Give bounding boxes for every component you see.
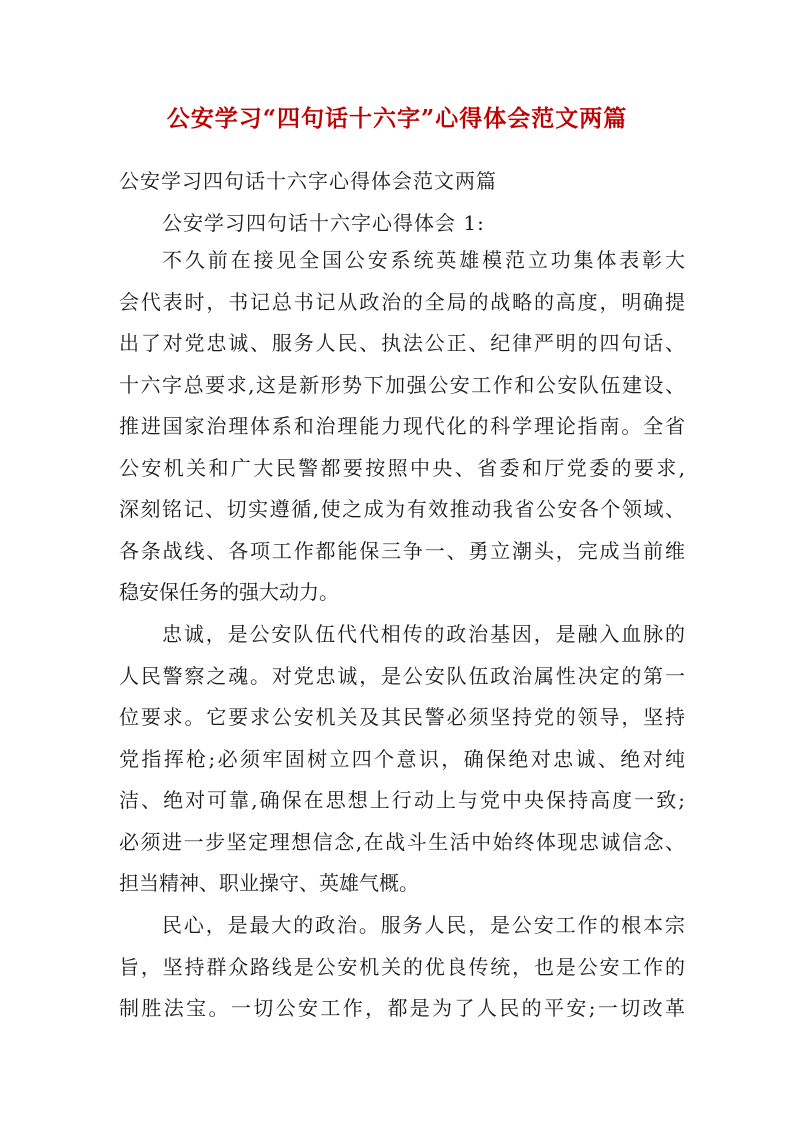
text-line: 党指挥枪;必须牢固树立四个意识，确保绝对忠诚、绝对纯 [119, 746, 685, 771]
text-line: 公安机关和广大民警都要按照中央、省委和厅党委的要求, [119, 455, 685, 480]
text-line: 各条战线、各项工作都能保三争一、勇立潮头，完成当前维 [119, 538, 685, 563]
text-line: 民心，是最大的政治。服务人民，是公安工作的根本宗 [162, 913, 685, 937]
text-line: 担当精神、职业操守、英雄气概。 [119, 871, 419, 895]
text-line: 洁、绝对可靠,确保在思想上行动上与党中央保持高度一致; [119, 788, 685, 812]
document-subtitle: 公安学习四句话十六字心得体会范文两篇 [119, 169, 497, 193]
paragraph [119, 240, 685, 614]
text-line: 会代表时，书记总书记从政治的全局的战略的高度，明确提 [119, 289, 685, 314]
text-line: 忠诚，是公安队伍代代相传的政治基因，是融入血脉的 [162, 622, 685, 646]
text-line: 出了对党忠诚、服务人民、执法公正、纪律严明的四句话、 [119, 331, 685, 355]
text-line: 旨，坚持群众路线是公安机关的优良传统，也是公安工作的 [119, 954, 685, 979]
text-line: 人民警察之魂。对党忠诚，是公安队伍政治属性决定的第一 [119, 663, 685, 688]
text-line: 推进国家治理体系和治理能力现代化的科学理论指南。全省 [119, 414, 685, 438]
text-line: 位要求。它要求公安机关及其民警必须坚持党的领导，坚持 [119, 705, 685, 729]
text-line: 深刻铭记、切实遵循,使之成为有效推动我省公安各个领域、 [119, 497, 685, 521]
paragraph [119, 905, 685, 1030]
text-line: 十六字总要求,这是新形势下加强公安工作和公安队伍建设、 [119, 372, 685, 397]
paragraph [119, 614, 685, 905]
text-line: 稳安保任务的强大动力。 [119, 580, 339, 604]
text-line: 不久前在接见全国公安系统英雄模范立功集体表彰大 [162, 248, 685, 272]
section-heading: 公安学习四句话十六字心得体会 1: [162, 211, 485, 235]
text-line: 制胜法宝。一切公安工作，都是为了人民的平安;一切改革 [119, 996, 685, 1020]
text-line: 必须进一步坚定理想信念,在战斗生活中始终体现忠诚信念、 [119, 829, 685, 854]
document-title: 公安学习“四句话十六字”心得体会范文两篇 [166, 105, 628, 132]
